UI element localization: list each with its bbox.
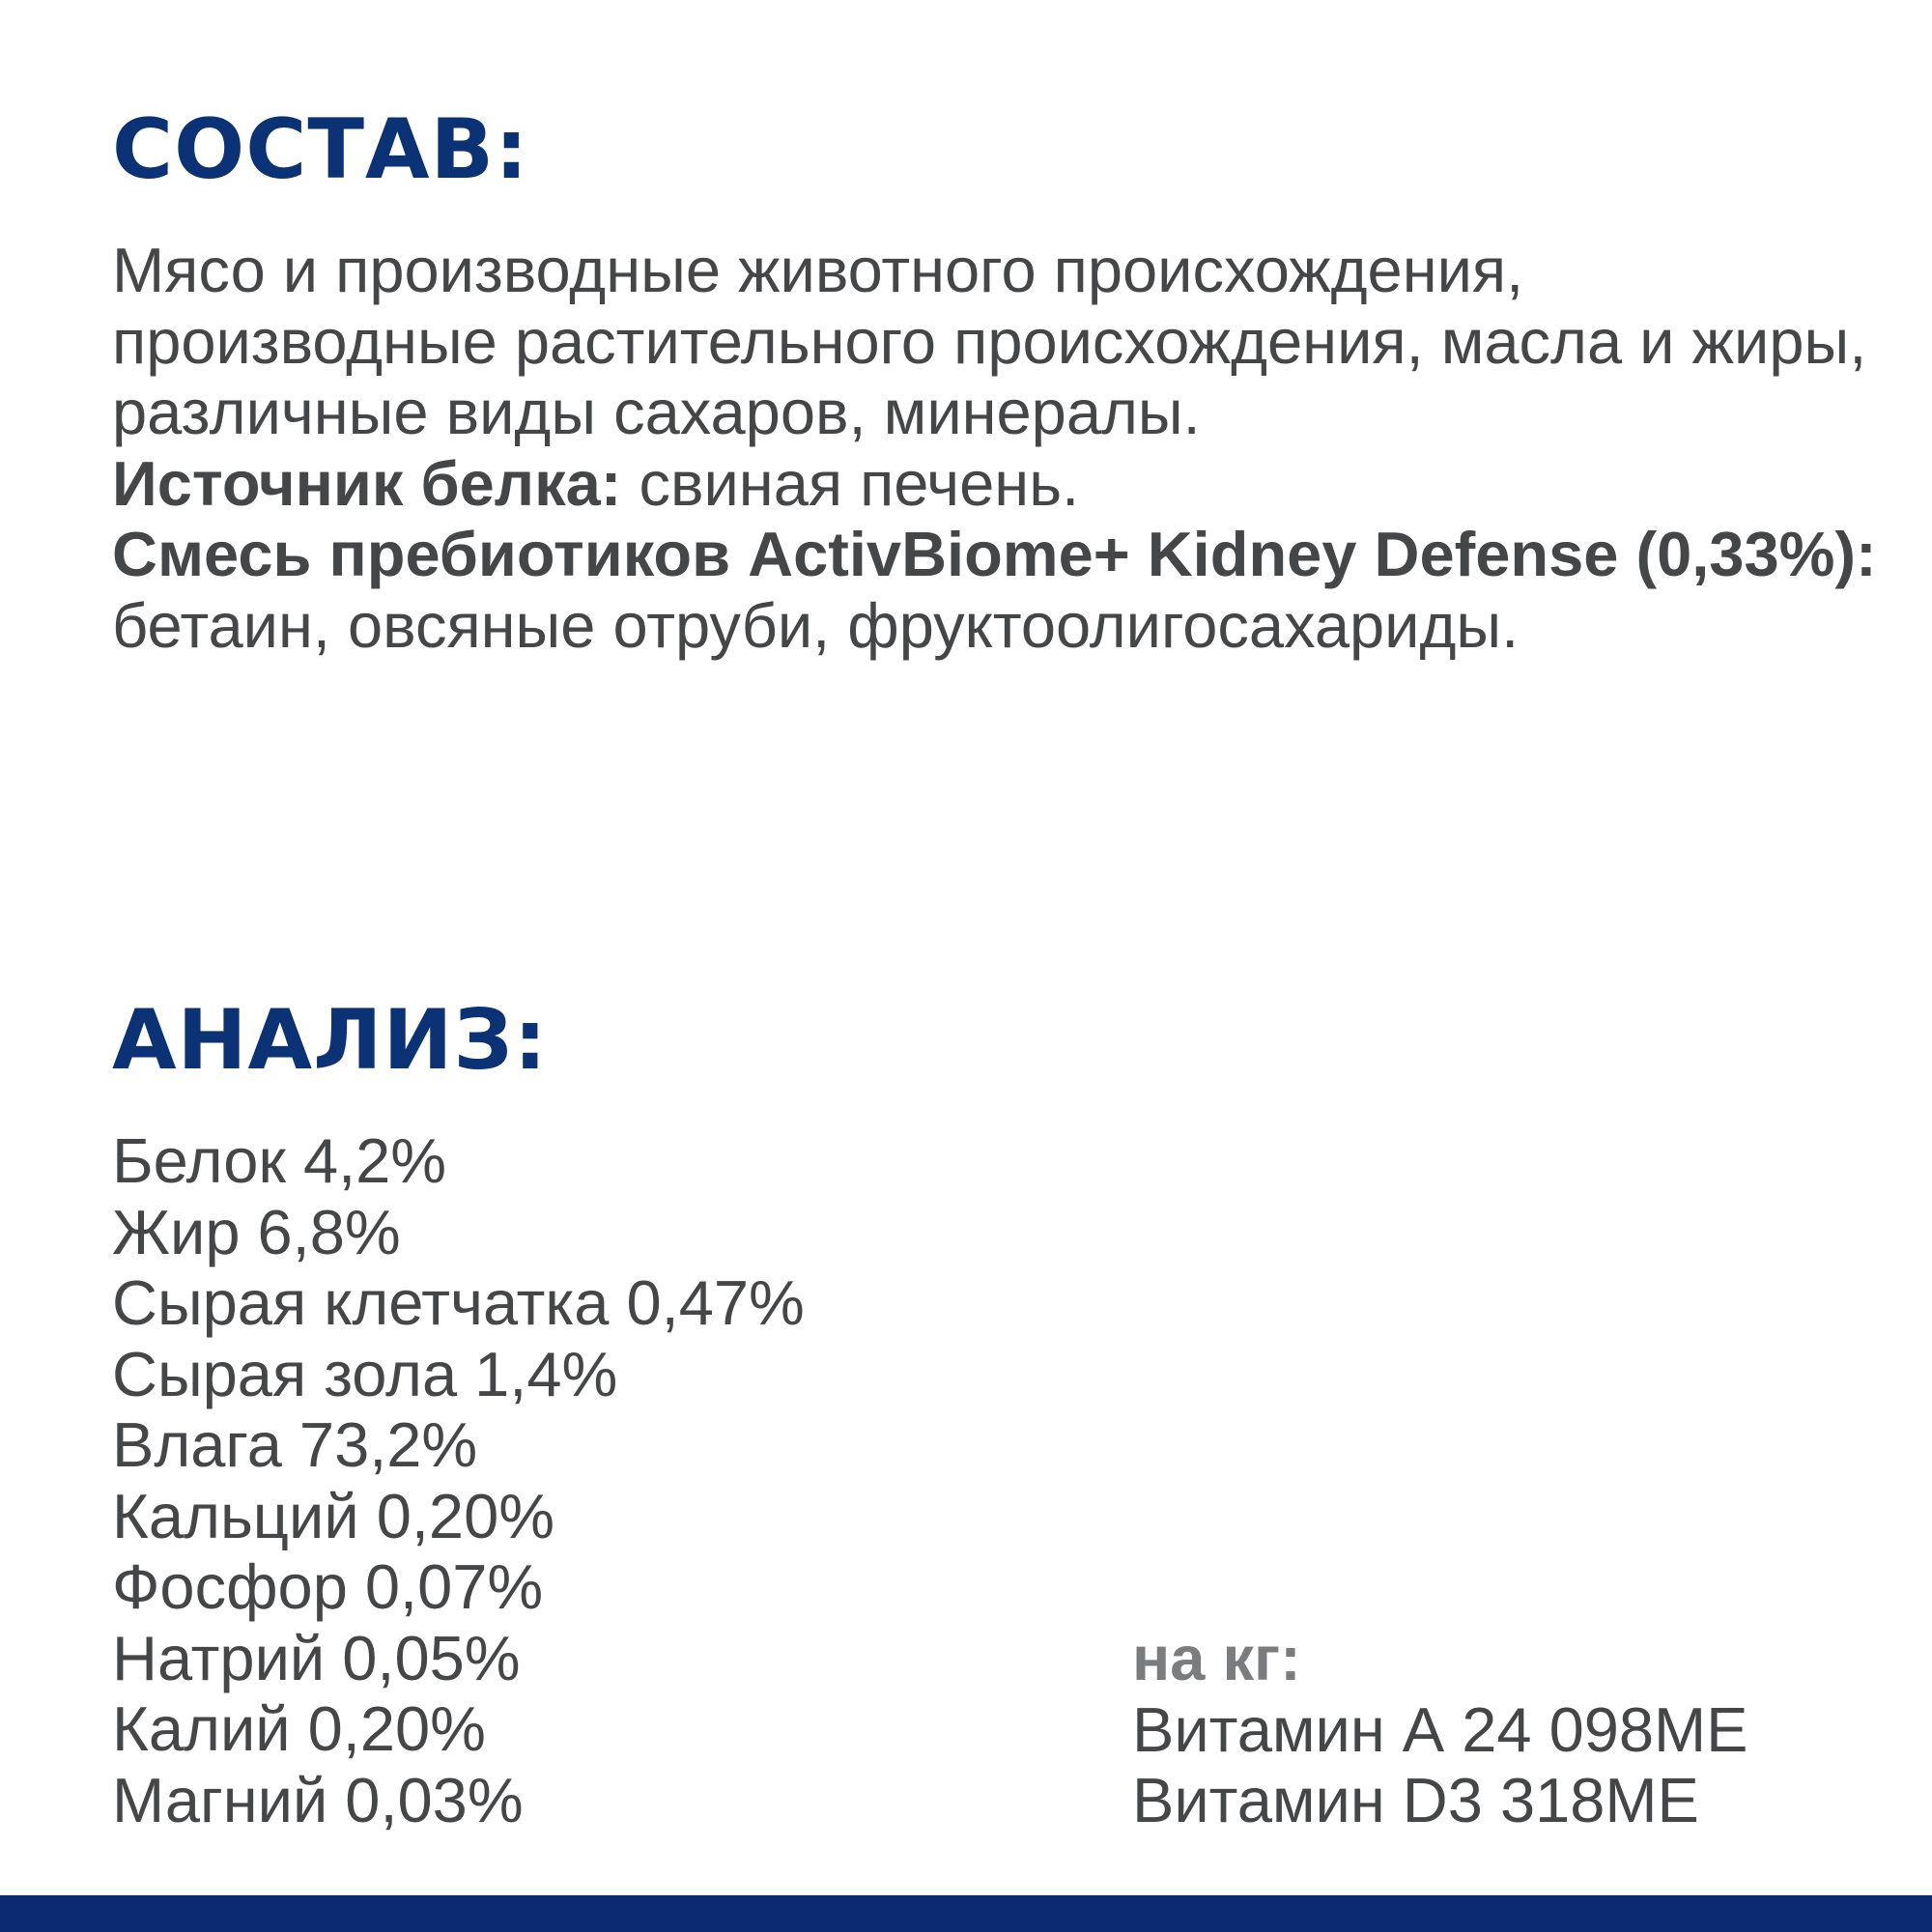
analysis-item-moisture: Влага 73,2% <box>112 1409 478 1480</box>
analysis-item-magnesium: Магний 0,03% <box>112 1764 524 1835</box>
analysis-item-crude-fiber: Сырая клетчатка 0,47% <box>112 1267 805 1338</box>
prebiotic-blend-value: бетаин, овсяные отруби, фруктоолигосахариды. <box>112 589 1520 661</box>
analysis-heading: АНАЛИЗ: <box>112 992 548 1089</box>
analysis-item-crude-ash: Сырая зола 1,4% <box>112 1338 618 1409</box>
analysis-item-sodium: Натрий 0,05% <box>112 1622 521 1693</box>
vitamin-a-line: Витамин А 24 098МЕ <box>1132 1693 1748 1765</box>
analysis-item-calcium: Кальций 0,20% <box>112 1480 555 1551</box>
per-kg-label: на кг: <box>1132 1623 1301 1693</box>
composition-section <box>112 235 1909 661</box>
vitamin-d3-line: Витамин D3 318МЕ <box>1132 1765 1699 1835</box>
analysis-item-fat: Жир 6,8% <box>112 1196 401 1267</box>
bottom-brand-bar <box>0 1895 1932 1932</box>
ingredients-text: Мясо и производные животного происхождения, производные растительного происхождения, масла и жиры, различные виды сахаров, минералы. <box>112 235 1867 447</box>
analysis-item-potassium: Калий 0,20% <box>112 1693 486 1764</box>
protein-source-line <box>112 448 1909 520</box>
protein-source-value: свиная печень. <box>621 447 1080 519</box>
protein-source-label: Источник белка: <box>112 447 622 519</box>
analysis-item-protein: Белок 4,2% <box>112 1125 447 1196</box>
composition-heading: СОСТАВ: <box>112 101 529 198</box>
prebiotic-blend-line <box>112 519 1909 661</box>
prebiotic-blend-label: Смесь пребиотиков ActivBiome+ Kidney Defense (0,33%): <box>112 519 1877 589</box>
analysis-item-phosphorus: Фосфор 0,07% <box>112 1551 544 1622</box>
vitamins-block <box>1132 1623 1748 1836</box>
analysis-list <box>112 1125 805 1835</box>
